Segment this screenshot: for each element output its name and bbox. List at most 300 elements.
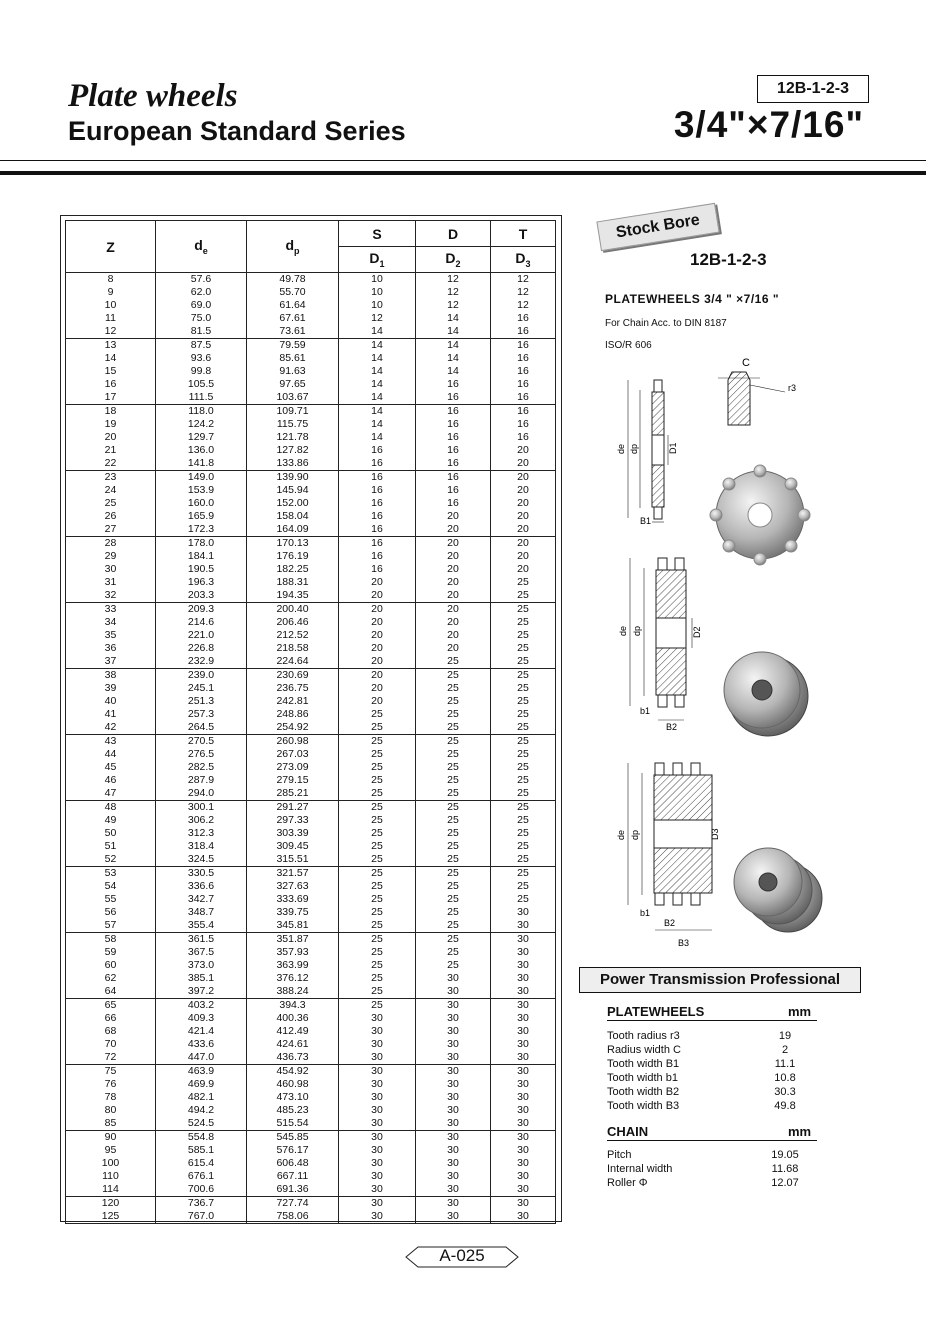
spec-value: 19.05 [771,1149,799,1161]
cell-dp: 315.51 [247,853,339,867]
cell-t-d3: 30 [491,1038,556,1051]
cell-d-d2: 30 [416,1144,491,1157]
cell-t-d3: 30 [491,919,556,933]
cell-d-d2: 30 [416,999,491,1013]
table-row [66,867,556,881]
cell-t-d3: 30 [491,985,556,999]
series-code-badge: 12B-1-2-3 [757,75,869,103]
cell-d-d2: 25 [416,827,491,840]
table-row [66,352,556,365]
label-b2: B2 [666,722,678,732]
cell-s-d1: 30 [339,1157,416,1170]
table-row [66,669,556,683]
cell-dp: 339.75 [247,906,339,919]
cell-t-d3: 25 [491,774,556,787]
cell-t-d3: 25 [491,880,556,893]
cell-dp: 109.71 [247,405,339,419]
cell-de: 87.5 [156,339,247,353]
cell-d-d2: 30 [416,1078,491,1091]
platewheels-spec-unit: mm [788,1004,812,1019]
cell-d-d2: 25 [416,655,491,669]
label-d2: D2 [692,626,702,638]
cell-de: 214.6 [156,616,247,629]
sprocket-drawings [600,350,840,960]
cell-z: 25 [66,497,156,510]
cell-d-d2: 20 [416,642,491,655]
table-row [66,418,556,431]
cell-t-d3: 30 [491,1051,556,1065]
cell-d-d2: 14 [416,325,491,339]
cell-t-d3: 30 [491,1157,556,1170]
cell-t-d3: 25 [491,827,556,840]
cell-de: 57.6 [156,273,247,287]
cell-s-d1: 20 [339,655,416,669]
table-row [66,1038,556,1051]
cell-de: 342.7 [156,893,247,906]
cell-z: 47 [66,787,156,801]
cell-de: 203.3 [156,589,247,603]
cell-de: 282.5 [156,761,247,774]
table-row [66,761,556,774]
table-row [66,1104,556,1117]
spec-value: 10.8 [774,1072,796,1084]
page-subtitle: European Standard Series [68,116,406,146]
cell-s-d1: 14 [339,365,416,378]
table-row [66,933,556,947]
cell-de: 287.9 [156,774,247,787]
cell-t-d3: 30 [491,1104,556,1117]
cell-s-d1: 14 [339,325,416,339]
cell-t-d3: 20 [491,457,556,471]
cell-s-d1: 25 [339,721,416,735]
table-row [66,378,556,391]
cell-z: 49 [66,814,156,827]
cell-z: 44 [66,748,156,761]
cell-d-d2: 16 [416,457,491,471]
cell-dp: 345.81 [247,919,339,933]
cell-t-d3: 30 [491,959,556,972]
cell-de: 676.1 [156,1170,247,1183]
cell-z: 42 [66,721,156,735]
cell-t-d3: 20 [491,497,556,510]
cell-d-d2: 25 [416,748,491,761]
table-row [66,1065,556,1079]
table-row [66,1131,556,1145]
cell-de: 232.9 [156,655,247,669]
cell-z: 50 [66,827,156,840]
cell-de: 81.5 [156,325,247,339]
standard-line-iso: ISO/R 606 [605,340,652,351]
cell-s-d1: 25 [339,985,416,999]
cell-z: 76 [66,1078,156,1091]
cell-dp: 139.90 [247,471,339,485]
cell-s-d1: 25 [339,999,416,1013]
sprocket-dimension-table [65,220,556,1224]
cell-d-d2: 30 [416,985,491,999]
cell-z: 55 [66,893,156,906]
cell-z: 65 [66,999,156,1013]
cell-t-d3: 16 [491,339,556,353]
cell-z: 85 [66,1117,156,1131]
cell-s-d1: 25 [339,933,416,947]
cell-s-d1: 16 [339,457,416,471]
cell-z: 26 [66,510,156,523]
label-dp-2: dp [632,625,642,636]
cell-dp: 170.13 [247,537,339,551]
cell-dp: 49.78 [247,273,339,287]
spec-label: Tooth width B2 [607,1086,680,1098]
cell-de: 149.0 [156,471,247,485]
cell-d-d2: 25 [416,708,491,721]
cell-t-d3: 25 [491,655,556,669]
table-row [66,1157,556,1170]
table-row [66,946,556,959]
cell-s-d1: 25 [339,906,416,919]
col-header-d: D [416,221,491,247]
cell-z: 70 [66,1038,156,1051]
table-row [66,840,556,853]
power-transmission-banner: Power Transmission Professional [579,967,861,993]
cell-t-d3: 25 [491,867,556,881]
cell-de: 554.8 [156,1131,247,1145]
cell-de: 355.4 [156,919,247,933]
col-header-d3: $D_3$ [491,247,556,273]
cell-d-d2: 30 [416,1012,491,1025]
cell-de: 129.7 [156,431,247,444]
cell-d-d2: 30 [416,1117,491,1131]
table-row [66,787,556,801]
spec-value: 30.3 [774,1086,796,1098]
cell-d-d2: 16 [416,378,491,391]
cell-s-d1: 14 [339,418,416,431]
label-de-1: de [616,443,626,454]
cell-d-d2: 25 [416,787,491,801]
cell-d-d2: 25 [416,735,491,749]
cell-dp: 248.86 [247,708,339,721]
cell-z: 23 [66,471,156,485]
cell-z: 20 [66,431,156,444]
cell-t-d3: 30 [491,1117,556,1131]
label-b3: B3 [678,938,690,948]
cell-de: 330.5 [156,867,247,881]
table-row [66,537,556,551]
cell-de: 245.1 [156,682,247,695]
tooth-detail-drawing [718,357,796,425]
cell-s-d1: 10 [339,273,416,287]
cell-t-d3: 25 [491,761,556,774]
label-de-2: de [618,625,628,636]
cell-t-d3: 25 [491,748,556,761]
cell-de: 251.3 [156,695,247,708]
cell-s-d1: 20 [339,642,416,655]
cell-t-d3: 20 [491,510,556,523]
cell-de: 324.5 [156,853,247,867]
table-row [66,616,556,629]
cell-z: 48 [66,801,156,815]
table-row [66,682,556,695]
cell-d-d2: 14 [416,365,491,378]
cell-d-d2: 25 [416,761,491,774]
table-row [66,642,556,655]
cell-s-d1: 30 [339,1131,416,1145]
cell-d-d2: 20 [416,576,491,589]
cell-z: 58 [66,933,156,947]
cell-z: 62 [66,972,156,985]
cell-t-d3: 20 [491,484,556,497]
cell-s-d1: 25 [339,761,416,774]
cell-t-d3: 25 [491,576,556,589]
cell-dp: 333.69 [247,893,339,906]
cell-t-d3: 25 [491,801,556,815]
cell-de: 178.0 [156,537,247,551]
table-row [66,510,556,523]
duplex-photo [724,652,808,736]
cell-d-d2: 25 [416,774,491,787]
cell-dp: 279.15 [247,774,339,787]
cell-d-d2: 25 [416,669,491,683]
cell-de: 160.0 [156,497,247,510]
table-row [66,1012,556,1025]
table-row [66,431,556,444]
cell-z: 17 [66,391,156,405]
table-row [66,906,556,919]
cell-de: 190.5 [156,563,247,576]
cell-s-d1: 12 [339,312,416,325]
cell-z: 53 [66,867,156,881]
cell-de: 767.0 [156,1210,247,1224]
cell-t-d3: 30 [491,906,556,919]
cell-z: 28 [66,537,156,551]
cell-t-d3: 12 [491,286,556,299]
cell-de: 141.8 [156,457,247,471]
cell-z: 125 [66,1210,156,1224]
cell-dp: 103.67 [247,391,339,405]
cell-s-d1: 30 [339,1051,416,1065]
table-row [66,457,556,471]
cell-d-d2: 25 [416,867,491,881]
table-row [66,893,556,906]
cell-s-d1: 14 [339,405,416,419]
cell-dp: 212.52 [247,629,339,642]
cell-dp: 357.93 [247,946,339,959]
table-row [66,1170,556,1183]
cell-t-d3: 25 [491,616,556,629]
cell-s-d1: 25 [339,972,416,985]
cell-z: 11 [66,312,156,325]
cell-t-d3: 16 [491,352,556,365]
cell-z: 36 [66,642,156,655]
cell-s-d1: 30 [339,1183,416,1197]
cell-d-d2: 30 [416,1038,491,1051]
cell-de: 312.3 [156,827,247,840]
cell-z: 110 [66,1170,156,1183]
cell-dp: 376.12 [247,972,339,985]
cell-s-d1: 25 [339,880,416,893]
cell-dp: 73.61 [247,325,339,339]
cell-d-d2: 25 [416,682,491,695]
page-number: A-025 [439,1246,485,1265]
cell-s-d1: 25 [339,867,416,881]
cell-t-d3: 20 [491,523,556,537]
cell-t-d3: 30 [491,1183,556,1197]
cell-de: 300.1 [156,801,247,815]
cell-de: 270.5 [156,735,247,749]
spec-value: 11.68 [771,1163,799,1175]
table-row [66,1197,556,1211]
cell-s-d1: 16 [339,563,416,576]
cell-z: 43 [66,735,156,749]
cell-dp: 182.25 [247,563,339,576]
cell-t-d3: 30 [491,1065,556,1079]
table-row [66,325,556,339]
cell-s-d1: 25 [339,735,416,749]
label-b1-1: B1 [640,516,652,526]
cell-dp: 194.35 [247,589,339,603]
cell-t-d3: 25 [491,853,556,867]
cell-z: 37 [66,655,156,669]
table-row [66,603,556,617]
table-row [66,655,556,669]
cell-s-d1: 25 [339,919,416,933]
cell-z: 52 [66,853,156,867]
cell-t-d3: 16 [491,312,556,325]
table-row [66,339,556,353]
cell-dp: 394.3 [247,999,339,1013]
cell-z: 114 [66,1183,156,1197]
col-header-dp: $d_p$ [247,221,339,273]
cell-z: 10 [66,299,156,312]
col-header-s: S [339,221,416,247]
cell-t-d3: 30 [491,1131,556,1145]
cell-s-d1: 25 [339,827,416,840]
col-header-d2: $D_2$ [416,247,491,273]
cell-z: 100 [66,1157,156,1170]
cell-de: 482.1 [156,1091,247,1104]
duplex-drawing [618,558,702,732]
cell-d-d2: 20 [416,629,491,642]
cell-d-d2: 12 [416,286,491,299]
cell-dp: 224.64 [247,655,339,669]
spec-value: 12.07 [771,1177,799,1189]
cell-s-d1: 25 [339,801,416,815]
cell-de: 397.2 [156,985,247,999]
cell-de: 361.5 [156,933,247,947]
table-row [66,484,556,497]
cell-z: 39 [66,682,156,695]
label-d1: D1 [668,442,678,454]
spec-value: 49.8 [774,1100,796,1112]
table-row [66,391,556,405]
cell-d-d2: 30 [416,1210,491,1224]
cell-z: 9 [66,286,156,299]
cell-s-d1: 20 [339,603,416,617]
cell-t-d3: 16 [491,365,556,378]
label-dp-1: dp [629,443,639,454]
cell-s-d1: 16 [339,537,416,551]
cell-d-d2: 25 [416,946,491,959]
cell-de: 136.0 [156,444,247,457]
cell-s-d1: 16 [339,497,416,510]
cell-t-d3: 25 [491,735,556,749]
cell-de: 524.5 [156,1117,247,1131]
cell-d-d2: 30 [416,1051,491,1065]
col-header-z: Z [66,221,156,273]
cell-z: 45 [66,761,156,774]
table-row [66,523,556,537]
cell-d-d2: 12 [416,273,491,287]
cell-z: 120 [66,1197,156,1211]
cell-s-d1: 14 [339,391,416,405]
cell-d-d2: 20 [416,510,491,523]
cell-z: 64 [66,985,156,999]
cell-de: 385.1 [156,972,247,985]
cell-d-d2: 14 [416,339,491,353]
cell-de: 221.0 [156,629,247,642]
cell-z: 8 [66,273,156,287]
cell-s-d1: 16 [339,550,416,563]
label-b2-3: B2 [664,918,676,928]
cell-dp: 327.63 [247,880,339,893]
cell-d-d2: 30 [416,972,491,985]
cell-d-d2: 20 [416,563,491,576]
spec-rule [607,1140,817,1141]
cell-dp: 273.09 [247,761,339,774]
cell-s-d1: 20 [339,616,416,629]
chain-size-heading: 3/4"×7/16" [673,104,864,145]
cell-de: 700.6 [156,1183,247,1197]
table-row [66,550,556,563]
cell-z: 14 [66,352,156,365]
cell-z: 68 [66,1025,156,1038]
cell-dp: 254.92 [247,721,339,735]
cell-s-d1: 20 [339,589,416,603]
cell-dp: 133.86 [247,457,339,471]
cell-dp: 667.11 [247,1170,339,1183]
cell-dp: 515.54 [247,1117,339,1131]
cell-s-d1: 30 [339,1144,416,1157]
cell-dp: 206.46 [247,616,339,629]
cell-t-d3: 20 [491,471,556,485]
cell-d-d2: 30 [416,1104,491,1117]
cell-dp: 97.65 [247,378,339,391]
cell-s-d1: 30 [339,1078,416,1091]
table-row [66,1091,556,1104]
cell-dp: 303.39 [247,827,339,840]
cell-d-d2: 16 [416,444,491,457]
cell-z: 33 [66,603,156,617]
cell-de: 184.1 [156,550,247,563]
cell-t-d3: 25 [491,603,556,617]
cell-s-d1: 16 [339,484,416,497]
cell-d-d2: 16 [416,484,491,497]
cell-t-d3: 16 [491,431,556,444]
cell-s-d1: 25 [339,774,416,787]
cell-de: 421.4 [156,1025,247,1038]
label-b1s-3: b1 [640,908,651,918]
spec-label: Tooth width b1 [607,1072,678,1084]
cell-de: 736.7 [156,1197,247,1211]
cell-s-d1: 30 [339,1104,416,1117]
table-row [66,814,556,827]
cell-s-d1: 25 [339,840,416,853]
cell-d-d2: 20 [416,589,491,603]
cell-de: 105.5 [156,378,247,391]
cell-d-d2: 30 [416,1183,491,1197]
triplex-photo [734,848,822,932]
cell-dp: 297.33 [247,814,339,827]
cell-s-d1: 25 [339,853,416,867]
cell-dp: 691.36 [247,1183,339,1197]
